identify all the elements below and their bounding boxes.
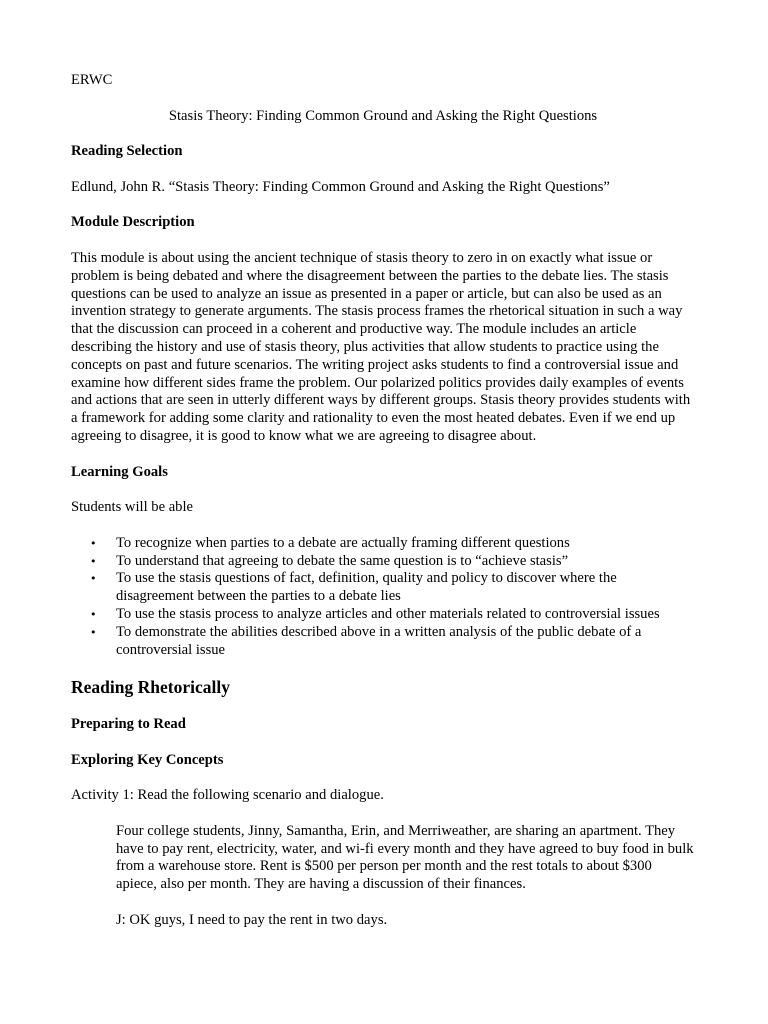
list-item <box>71 553 695 571</box>
bullet-icon: • <box>90 536 97 550</box>
preparing-to-read-heading: Preparing to Read <box>71 716 186 733</box>
goal-text: To demonstrate the abilities described above in a written analysis of the public debate of a controversial issue <box>116 623 642 658</box>
course-label: ERWC <box>71 72 113 88</box>
goal-text: To understand that agreeing to debate the same question is to “achieve stasis” <box>116 552 569 569</box>
scenario-block <box>116 823 696 930</box>
document-title: Stasis Theory: Finding Common Ground and Asking the Right Questions <box>168 107 598 124</box>
goal-text: To use the stasis questions of fact, definition, quality and policy to discover where the disagreement between the parties to a debate lies <box>116 570 617 605</box>
reading-selection-heading: Reading Selection <box>71 143 183 160</box>
learning-goals-heading: Learning Goals <box>71 463 168 480</box>
bullet-icon: • <box>90 554 97 568</box>
module-description-heading: Module Description <box>71 214 195 231</box>
learning-goals-list <box>71 535 695 660</box>
bullet-icon: • <box>90 625 97 639</box>
reading-rhetorically-heading: Reading Rhetorically <box>71 677 230 698</box>
exploring-key-concepts-heading: Exploring Key Concepts <box>71 751 224 768</box>
document-page <box>71 72 695 930</box>
bullet-icon: • <box>90 572 97 586</box>
module-description-text: This module is about using the ancient technique of stasis theory to zero in on exactly what issue or problem is being debated and where the disagreement between the parties to the debate lies. The stasis questions can be used to analyze an issue as presented in a paper or article, but can also be used as an invention strategy to generate arguments. The stasis process frames the rhetorical situation in such a way that the discussion can proceed in a coherent and productive way. The module includes an article describing the history and use of stasis theory, plus activities that allow students to practice using the concepts on past and future scenarios. The writing project asks students to find a controversial issue and examine how different sides frame the problem. Our polarized politics provides daily examples of events and actions that are seen in utterly different ways by different groups. Stasis theory provides students with a framework for adding some clarity and rationality to even the most heated debates. Even if we end up agreeing to disagree, it is good to know what we are agreeing to disagree about. <box>71 249 691 444</box>
goal-text: To recognize when parties to a debate are actually framing different questions <box>116 534 570 551</box>
dialogue-line: J: OK guys, I need to pay the rent in two days. <box>116 911 388 928</box>
reading-selection-citation: Edlund, John R. “Stasis Theory: Finding Common Ground and Asking the Right Questions” <box>71 178 610 195</box>
list-item <box>71 606 695 624</box>
bullet-icon: • <box>90 607 97 621</box>
goal-text: To use the stasis process to analyze articles and other materials related to controversial issues <box>116 605 660 622</box>
scenario-text: Four college students, Jinny, Samantha, Erin, and Merriweather, are sharing an apartment. They have to pay rent, electricity, water, and wi-fi every month and they have agreed to buy food in bulk from a warehouse store. Rent is $500 per person per month and the rest totals to about $300 apiece, also per month. They are having a discussion of their finances. <box>116 822 694 893</box>
list-item <box>71 624 695 660</box>
list-item <box>71 570 695 606</box>
list-item <box>71 535 695 553</box>
activity-intro: Activity 1: Read the following scenario and dialogue. <box>71 787 384 804</box>
learning-goals-intro: Students will be able <box>71 499 194 516</box>
